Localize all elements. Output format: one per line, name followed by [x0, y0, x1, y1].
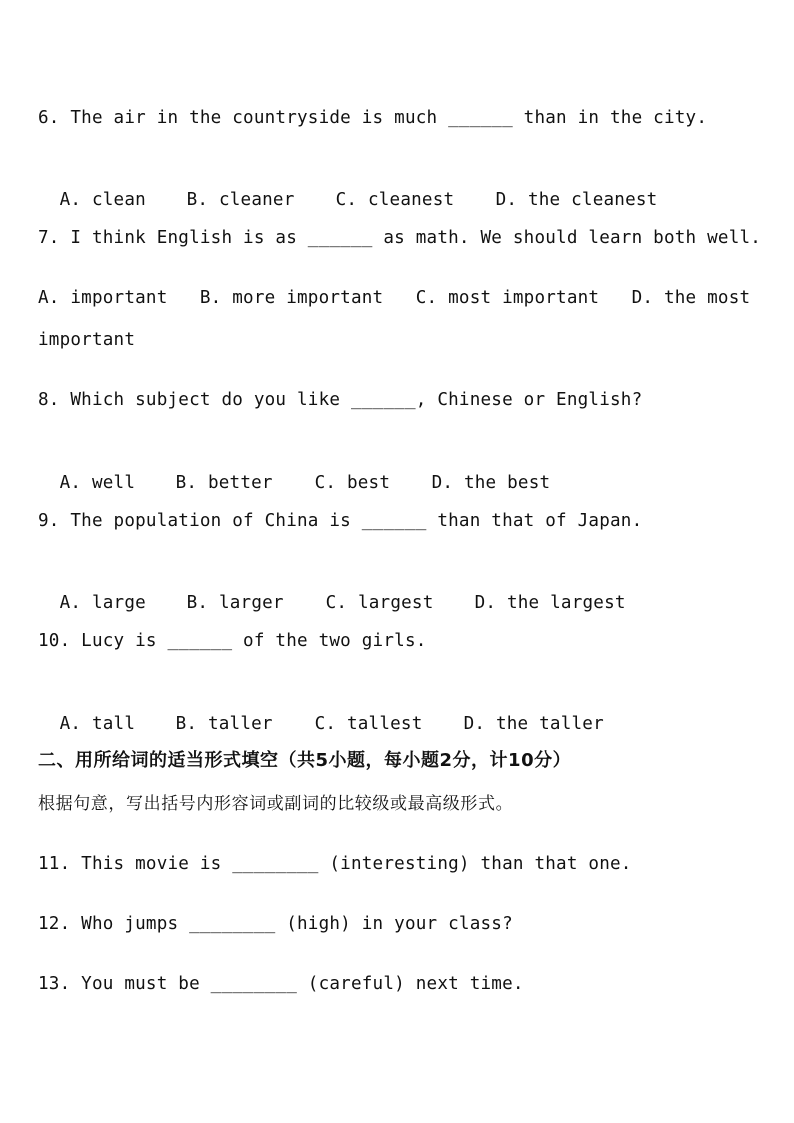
question-7-options-line-2: important [38, 330, 136, 350]
option-a: A. well [59, 473, 136, 493]
option-d: D. the best [431, 473, 551, 493]
section-2-title: 二、用所给词的适当形式填空（共5小题，每小题2分，计10分） [38, 750, 572, 771]
option-b: B. cleaner [186, 190, 295, 210]
option-b: B. larger [186, 593, 284, 613]
question-10-stem: 10. Lucy is ______ of the two girls. [38, 631, 427, 651]
question-11: 11. This movie is ________ (interesting) than that one. [38, 854, 632, 874]
question-6-stem: 6. The air in the countryside is much ______ than in the city. [38, 108, 708, 128]
question-9-stem: 9. The population of China is ______ than that of Japan. [38, 511, 643, 531]
question-6-options [38, 167, 657, 211]
option-c: C. cleanest [335, 190, 455, 210]
question-9-options [38, 570, 626, 614]
question-13: 13. You must be ________ (careful) next time. [38, 974, 524, 994]
question-7-options-line-1: A. important B. more important C. most important D. the most [38, 288, 751, 308]
question-10-options [38, 691, 604, 735]
option-a: A. large [59, 593, 146, 613]
section-2-instruction: 根据句意，写出括号内形容词或副词的比较级或最高级形式。 [38, 794, 514, 814]
option-c: C. tallest [314, 714, 423, 734]
option-b: B. better [175, 473, 273, 493]
option-d: D. the cleanest [495, 190, 658, 210]
option-b: B. taller [175, 714, 273, 734]
question-8-stem: 8. Which subject do you like ______, Chinese or English? [38, 390, 643, 410]
option-d: D. the taller [463, 714, 604, 734]
option-c: C. largest [325, 593, 434, 613]
question-8-options [38, 450, 550, 494]
question-7-stem: 7. I think English is as ______ as math. We should learn both well. [38, 228, 762, 248]
option-a: A. tall [59, 714, 136, 734]
option-d: D. the largest [474, 593, 626, 613]
option-c: C. best [314, 473, 391, 493]
option-a: A. clean [59, 190, 146, 210]
question-12: 12. Who jumps ________ (high) in your class? [38, 914, 513, 934]
